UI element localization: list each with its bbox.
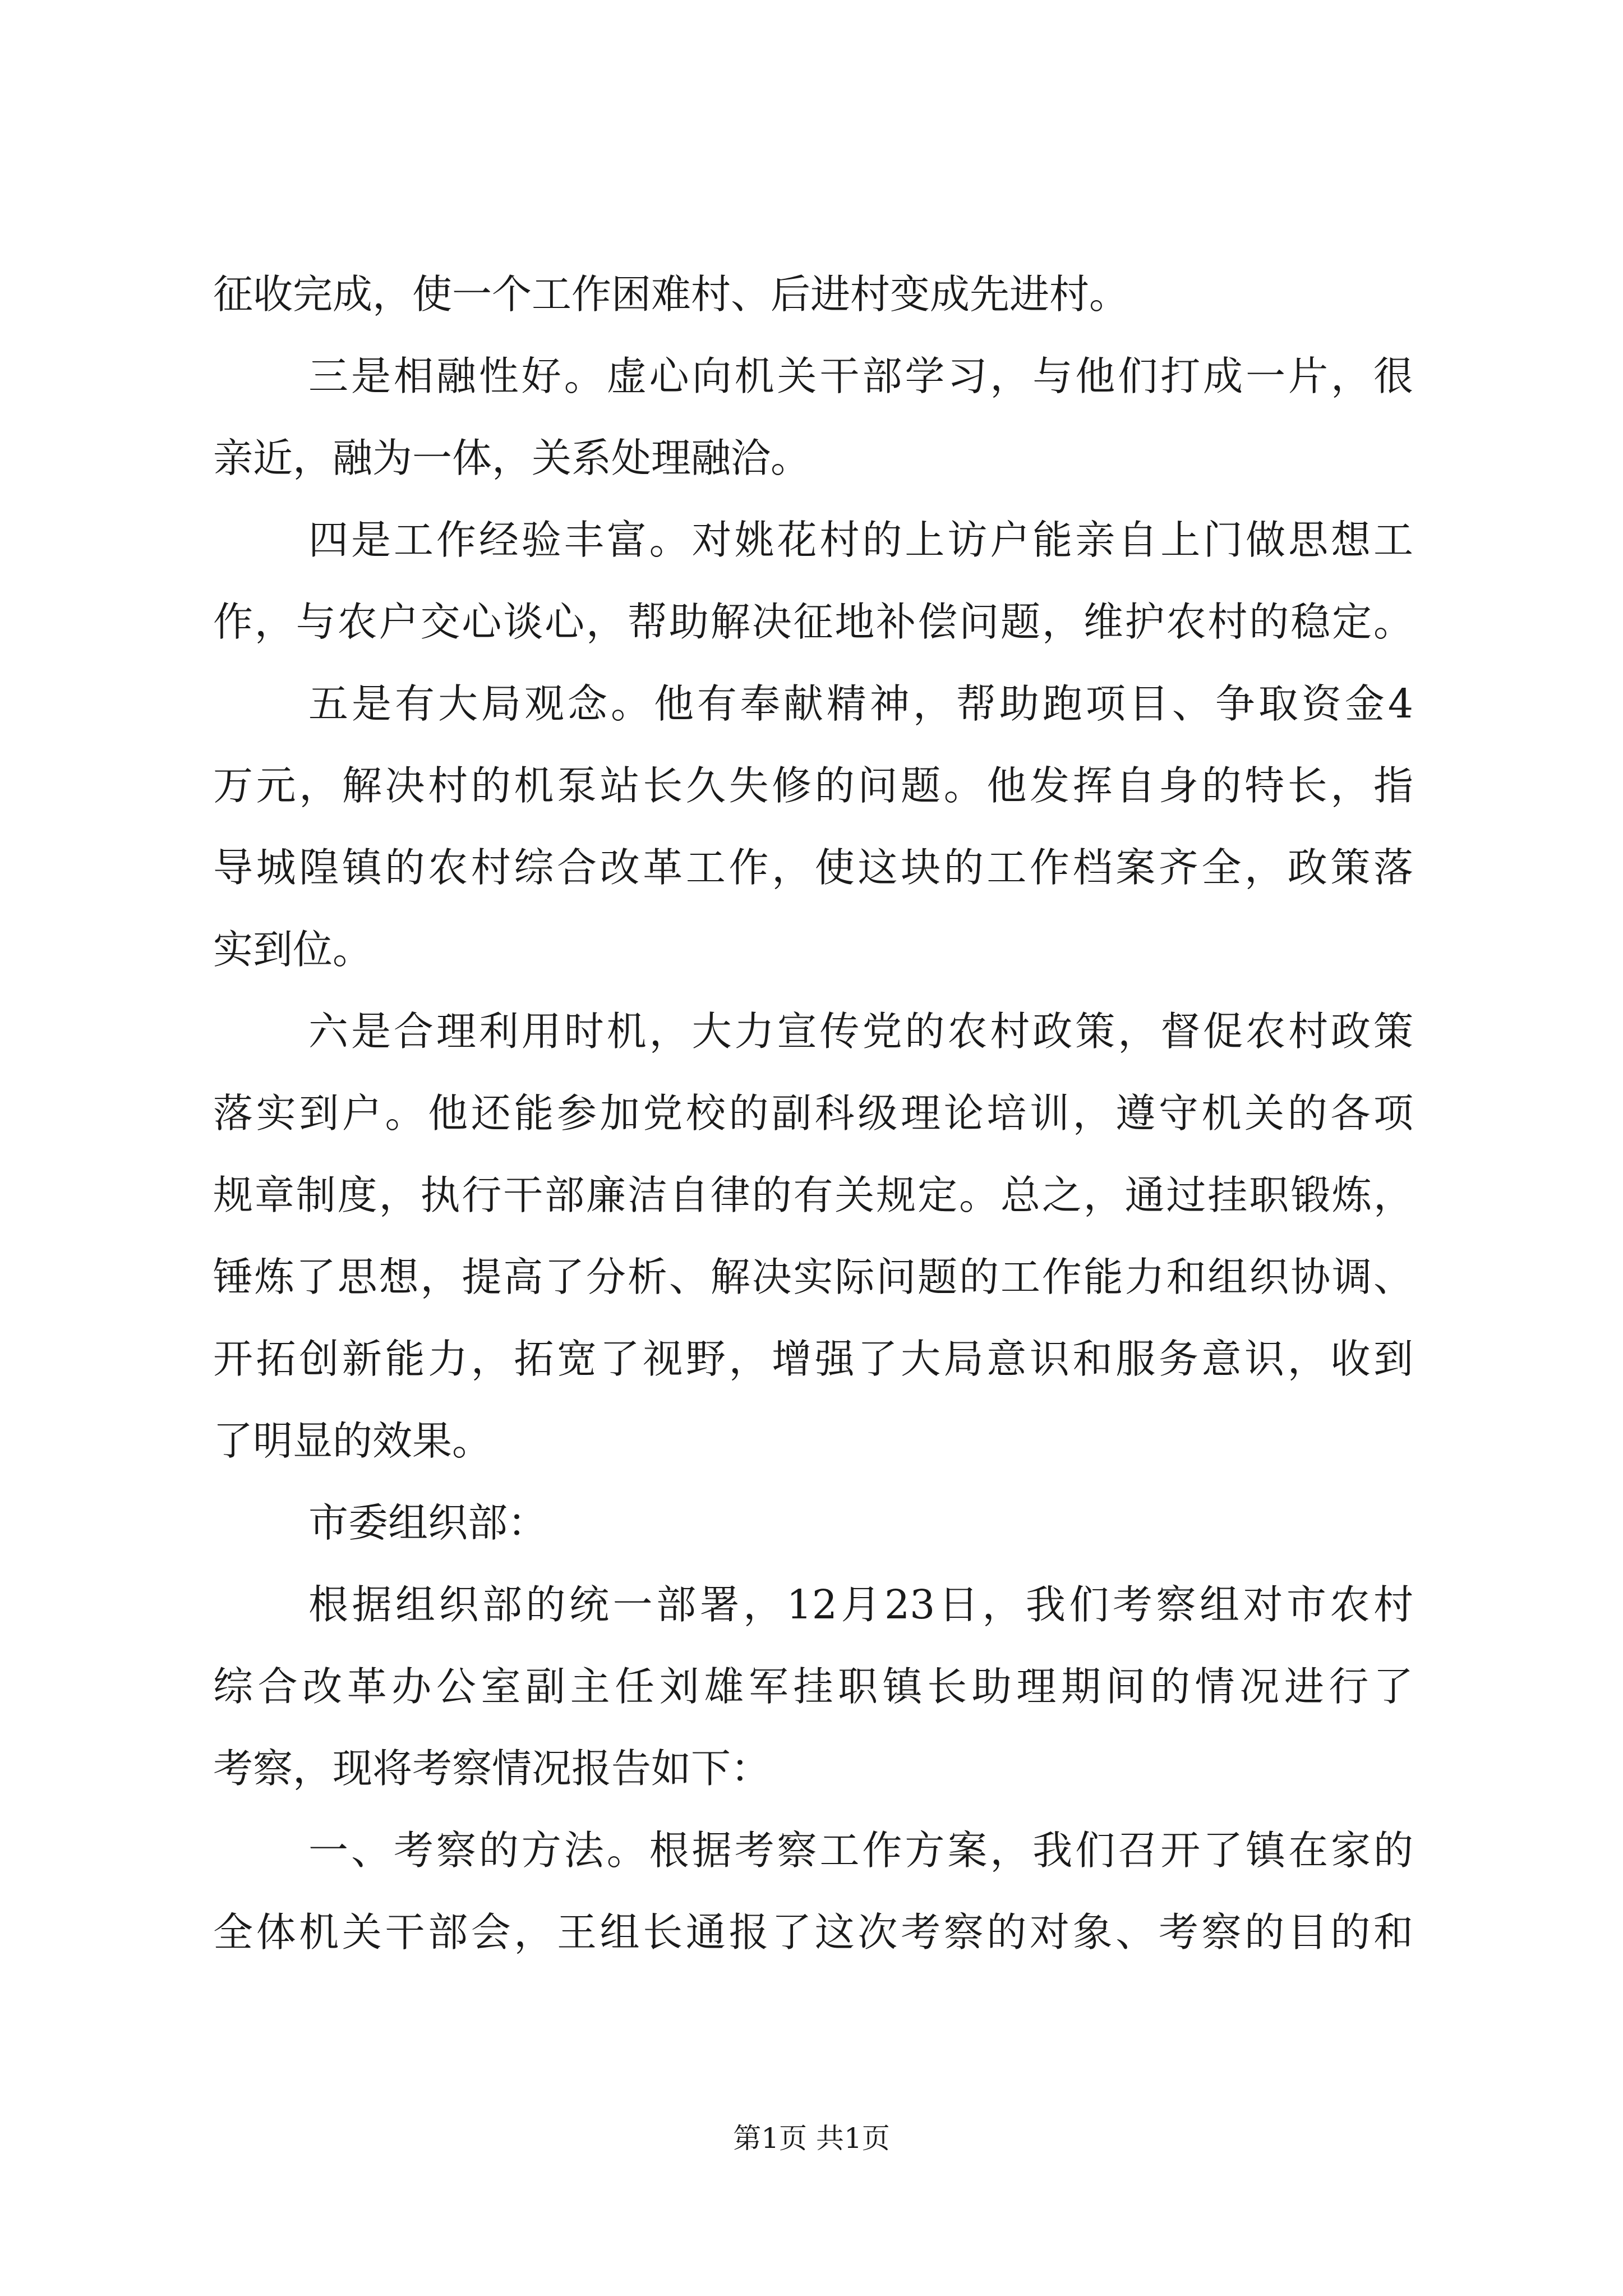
text-line: 征收完成，使一个工作困难村、后进村变成先进村。 bbox=[213, 271, 1129, 318]
text-line: 四是工作经验丰富。对姚花村的上访户能亲自上门做思想工 bbox=[308, 517, 1413, 563]
text-line: 亲近，融为一体，关系处理融洽。 bbox=[213, 435, 811, 481]
text-line: 三是相融性好。虚心向机关干部学习，与他们打成一片，很 bbox=[308, 353, 1413, 399]
text-line: 万元，解决村的机泵站长久失修的问题。他发挥自身的特长，指 bbox=[213, 762, 1413, 809]
text-line: 考察，现将考察情况报告如下： bbox=[213, 1745, 771, 1792]
text-line: 综合改革办公室副主任刘雄军挂职镇长助理期间的情况进行了 bbox=[213, 1663, 1413, 1710]
text-line: 实到位。 bbox=[213, 926, 373, 973]
body-text bbox=[213, 254, 1413, 1973]
text-line: 作，与农户交心谈心，帮助解决征地补偿问题，维护农村的稳定。 bbox=[213, 599, 1413, 645]
text-line: 市委组织部： bbox=[308, 1499, 548, 1546]
text-line: 开拓创新能力，拓宽了视野，增强了大局意识和服务意识，收到 bbox=[213, 1336, 1413, 1382]
text-line: 根据组织部的统一部署，12月23日，我们考察组对市农村 bbox=[308, 1581, 1413, 1628]
text-line: 导城隍镇的农村综合改革工作，使这块的工作档案齐全，政策落 bbox=[213, 844, 1413, 891]
text-line: 五是有大局观念。他有奉献精神，帮助跑项目、争取资金4 bbox=[308, 680, 1413, 727]
text-line: 一、考察的方法。根据考察工作方案，我们召开了镇在家的 bbox=[308, 1827, 1413, 1874]
text-line: 全体机关干部会，王组长通报了这次考察的对象、考察的目的和 bbox=[213, 1909, 1413, 1955]
text-line: 规章制度，执行干部廉洁自律的有关规定。总之，通过挂职锻炼， bbox=[213, 1172, 1413, 1218]
text-line: 六是合理利用时机，大力宣传党的农村政策，督促农村政策 bbox=[308, 1008, 1413, 1055]
text-line: 锤炼了思想，提高了分析、解决实际问题的工作能力和组织协调、 bbox=[213, 1254, 1413, 1300]
text-line: 落实到户。他还能参加党校的副科级理论培训，遵守机关的各项 bbox=[213, 1090, 1413, 1137]
text-line: 了明显的效果。 bbox=[213, 1418, 492, 1464]
page-footer: 第1页 共1页 bbox=[733, 2122, 890, 2155]
